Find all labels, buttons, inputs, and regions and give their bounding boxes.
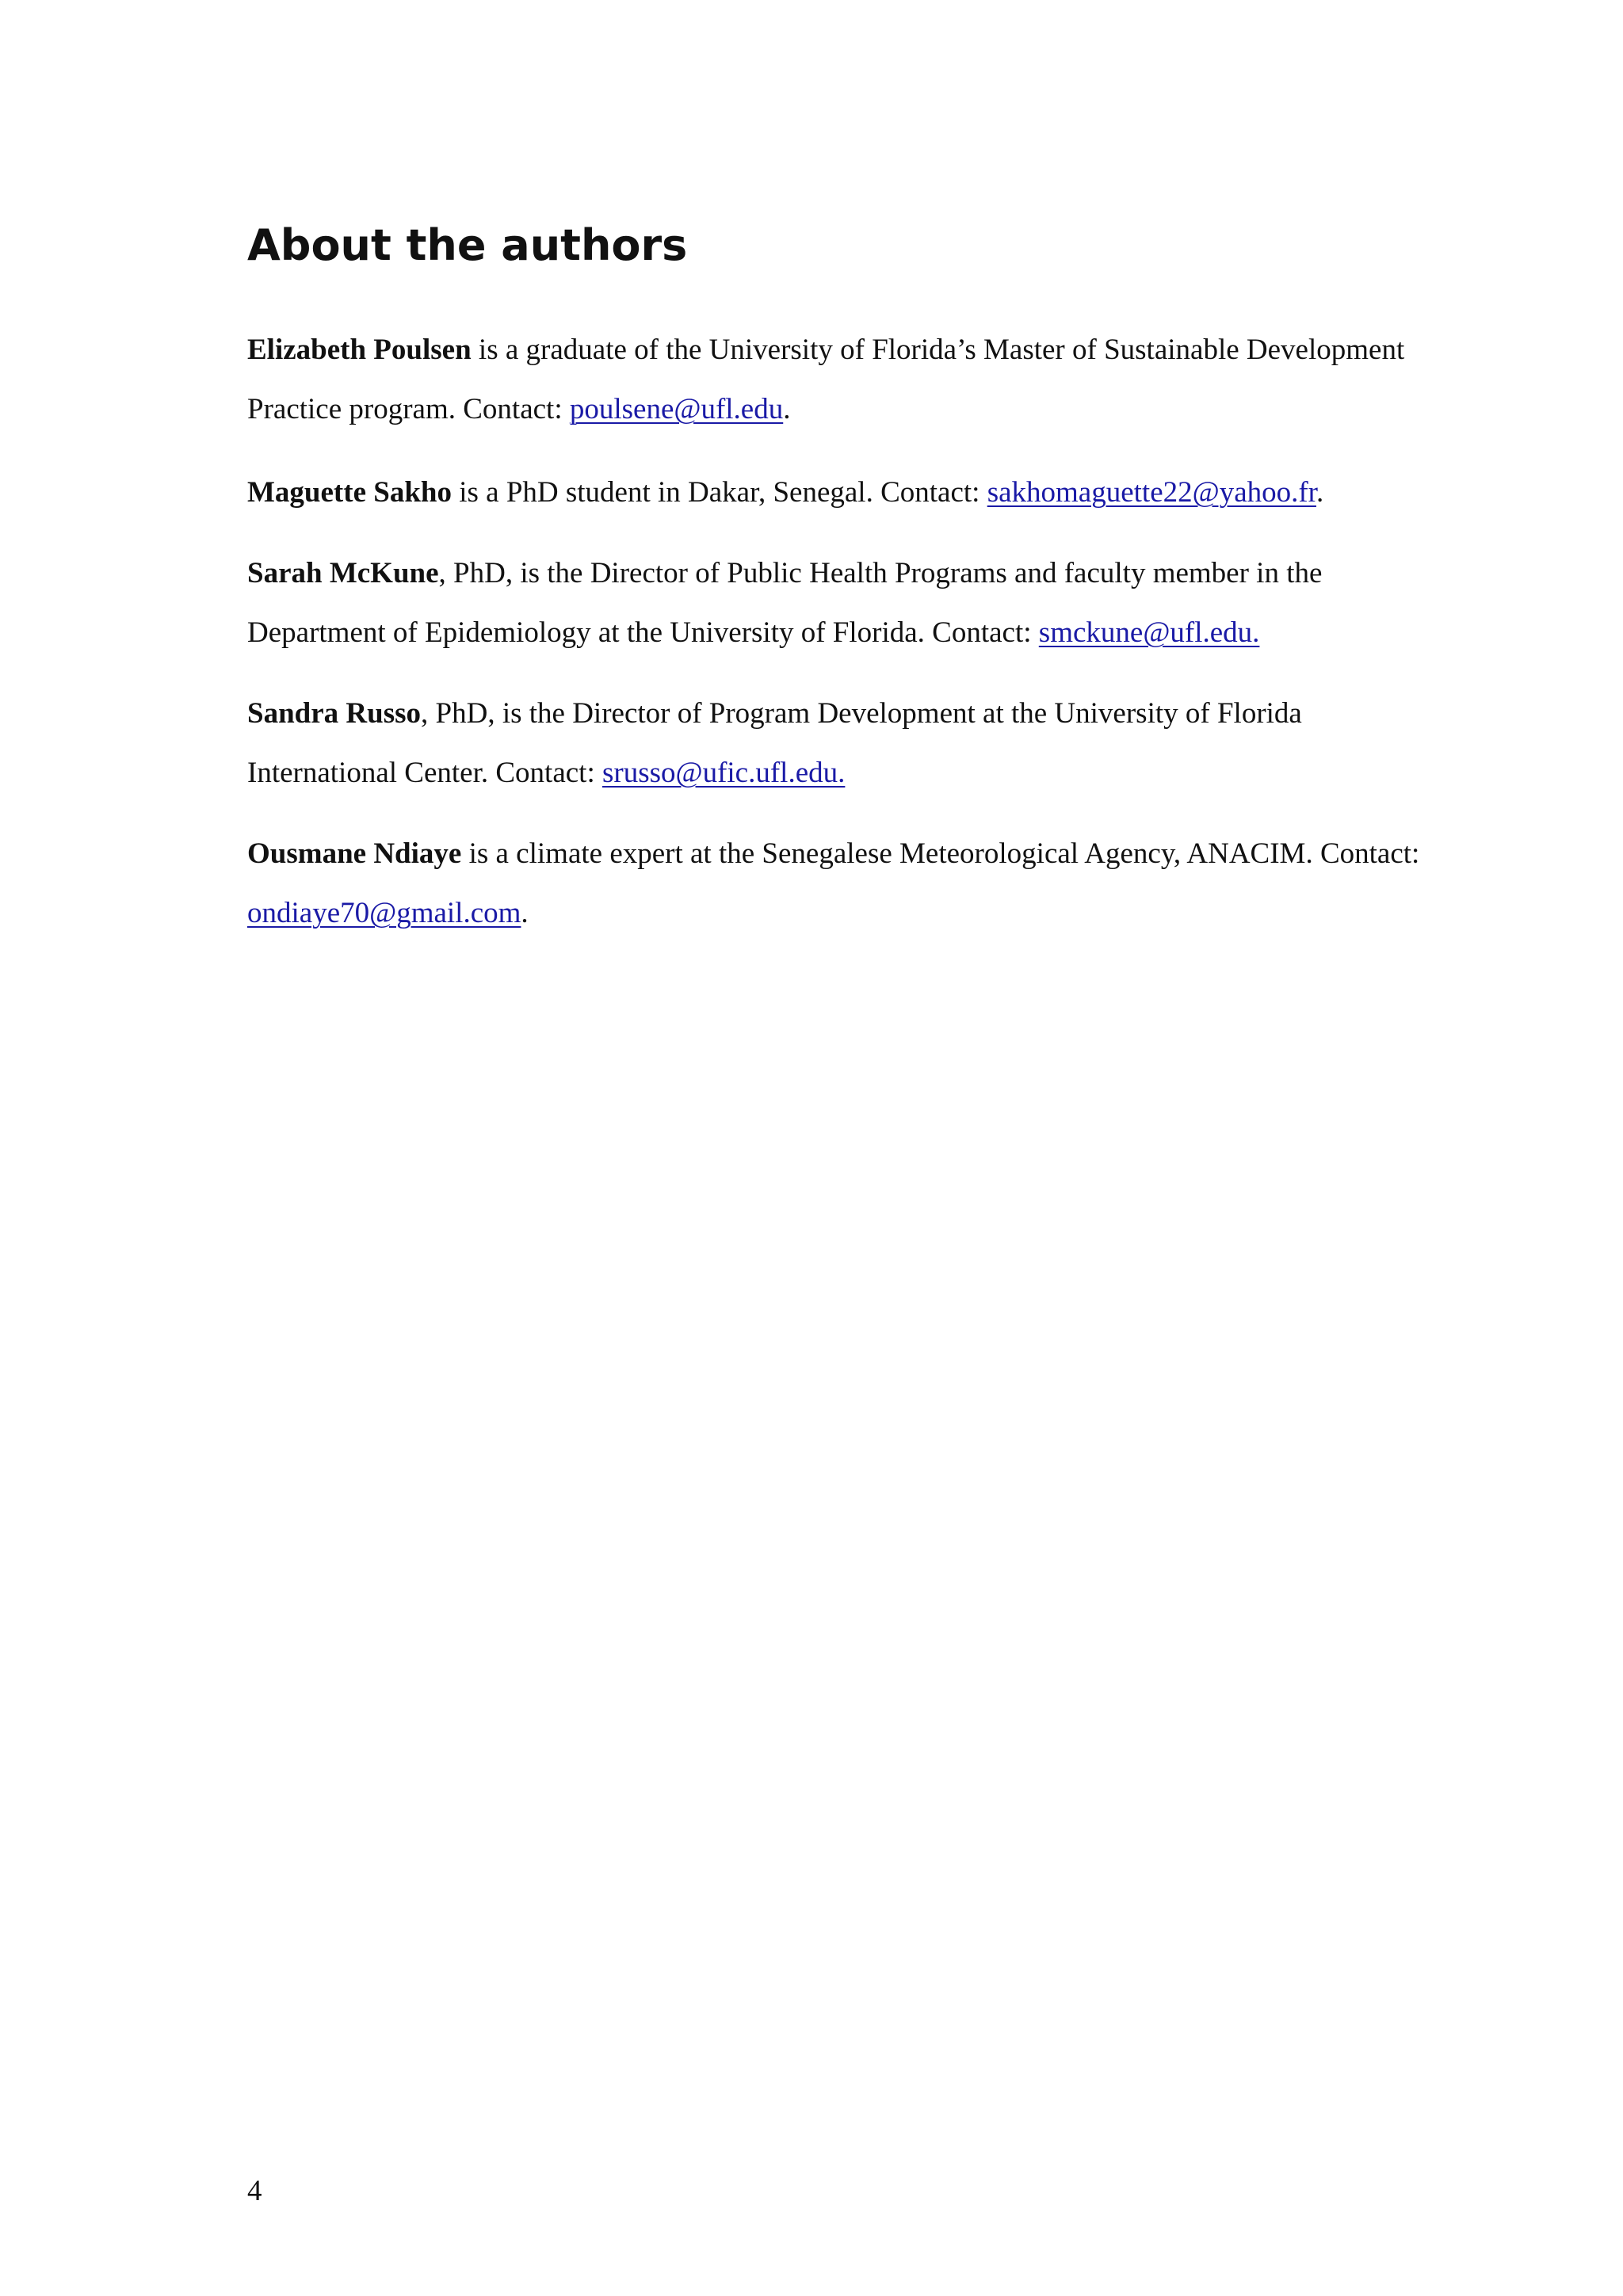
author-email-link[interactable]: srusso@ufic.ufl.edu.	[601, 757, 846, 789]
author-bio-sakho	[247, 463, 1436, 522]
author-bio-russo	[247, 684, 1436, 803]
author-bio-ndiaye	[247, 824, 1436, 943]
sentence-end: .	[783, 393, 791, 425]
author-email-link[interactable]: ondiaye70@gmail.com	[247, 897, 521, 929]
author-name: Ousmane Ndiaye	[247, 837, 462, 870]
sentence-end: .	[521, 897, 529, 929]
author-name: Sandra Russo	[247, 697, 422, 730]
author-description: is a graduate of the University of Florida’s Master of Sustainable Development Practice program. Contact:	[247, 334, 1405, 425]
author-name: Maguette Sakho	[247, 476, 452, 509]
author-email-link[interactable]: poulsene@ufl.edu	[569, 393, 784, 425]
author-email-link[interactable]: sakhomaguette22@yahoo.fr	[987, 476, 1316, 509]
author-description: is a climate expert at the Senegalese Meteorological Agency, ANACIM. Contact:	[461, 837, 1420, 870]
author-name: Elizabeth Poulsen	[247, 334, 472, 366]
author-bio-mckune	[247, 543, 1436, 662]
page-heading: About the authors	[247, 220, 688, 270]
author-description: , PhD, is the Director of Public Health Programs and faculty member in the Department of Epidemiology at the University of Florida. Contact:	[247, 557, 1323, 649]
author-description: is a PhD student in Dakar, Senegal. Contact:	[451, 476, 987, 509]
author-description: , PhD, is the Director of Program Development at the University of Florida International Center. Contact:	[247, 697, 1302, 789]
sentence-end: .	[1316, 476, 1324, 509]
author-bio-poulsen	[247, 320, 1436, 439]
author-name: Sarah McKune	[247, 557, 439, 589]
page-number: 4	[247, 2175, 262, 2207]
author-email-link[interactable]: smckune@ufl.edu.	[1038, 616, 1260, 649]
